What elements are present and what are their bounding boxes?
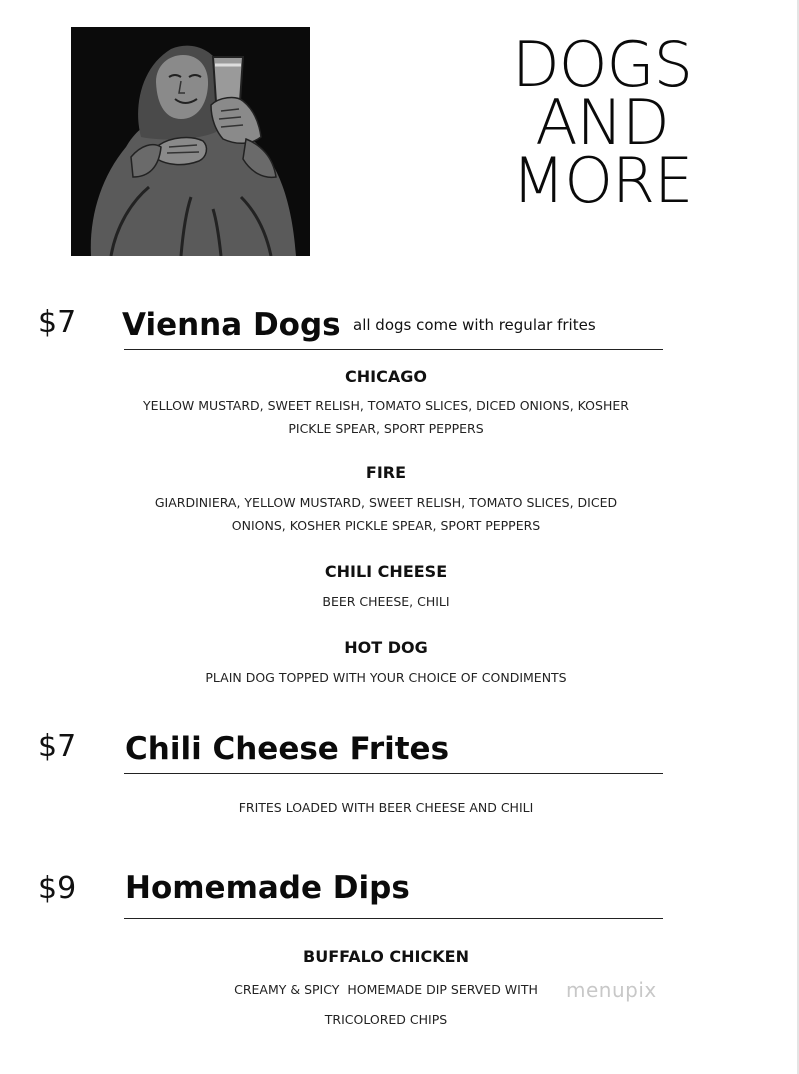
menu-item-description bbox=[0, 394, 772, 440]
desc-line: TRICOLORED CHIPS bbox=[324, 1012, 448, 1027]
title-line: DOGS bbox=[512, 28, 692, 101]
logo-image bbox=[71, 27, 310, 256]
menu-item-name: CHILI CHEESE bbox=[324, 562, 448, 581]
menu-item-name: FIRE bbox=[365, 463, 407, 482]
section-price: $9 bbox=[38, 871, 77, 906]
desc-line: GIARDINIERA, YELLOW MUSTARD, SWEET RELISH, TOMATO SLICES, DICED bbox=[154, 495, 618, 510]
section-divider bbox=[124, 349, 663, 350]
section-divider bbox=[124, 773, 663, 774]
menu-item-name: HOT DOG bbox=[344, 638, 428, 657]
menu-item-description bbox=[0, 590, 772, 613]
section-title: Vienna Dogs bbox=[122, 307, 341, 343]
menu-item-description bbox=[0, 491, 772, 537]
section-divider bbox=[124, 918, 663, 919]
desc-line: PLAIN DOG TOPPED WITH YOUR CHOICE OF CONDIMENTS bbox=[205, 670, 567, 685]
desc-line: ONIONS, KOSHER PICKLE SPEAR, SPORT PEPPERS bbox=[231, 518, 541, 533]
menu-item-name: BUFFALO CHICKEN bbox=[303, 947, 469, 966]
desc-line: PICKLE SPEAR, SPORT PEPPERS bbox=[288, 421, 484, 436]
menu-item-description bbox=[0, 666, 772, 689]
monk-holding-beer-icon bbox=[71, 27, 310, 256]
section-note: all dogs come with regular frites bbox=[353, 316, 596, 334]
title-line: MORE bbox=[511, 144, 693, 217]
section-title: Homemade Dips bbox=[125, 870, 410, 906]
desc-line: BEER CHEESE, CHILI bbox=[322, 594, 450, 609]
section-title: Chili Cheese Frites bbox=[125, 731, 450, 767]
section-price: $7 bbox=[38, 729, 77, 764]
title-line: AND bbox=[535, 86, 669, 159]
watermark: menupix bbox=[566, 978, 657, 1002]
desc-line: CREAMY & SPICY HOMEMADE DIP SERVED WITH bbox=[234, 982, 538, 997]
page-title bbox=[492, 28, 712, 217]
section-price: $7 bbox=[38, 305, 77, 340]
desc-line: YELLOW MUSTARD, SWEET RELISH, TOMATO SLICES, DICED ONIONS, KOSHER bbox=[143, 398, 629, 413]
section-description: FRITES LOADED WITH BEER CHEESE AND CHILI bbox=[238, 800, 534, 815]
menu-item-name: CHICAGO bbox=[345, 367, 427, 386]
